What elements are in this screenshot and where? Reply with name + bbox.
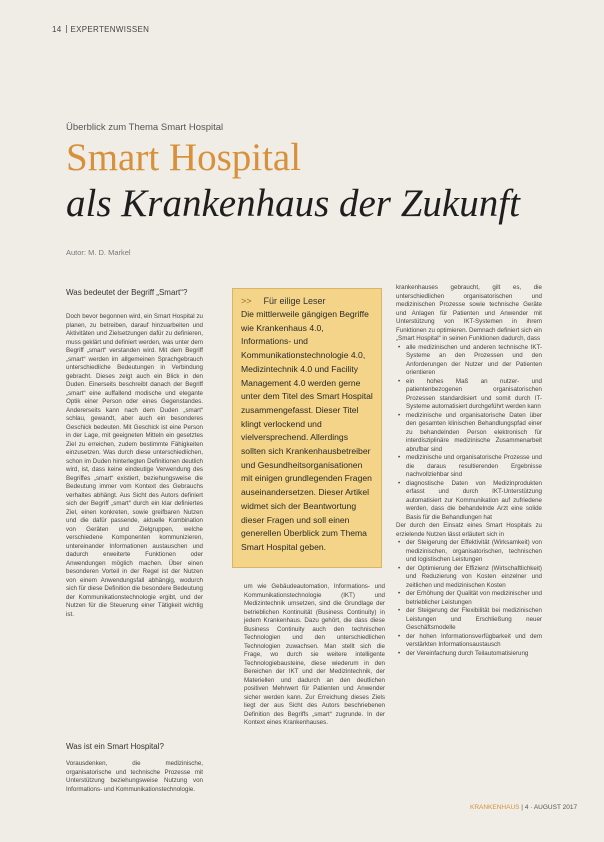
quick-reader-label: Für eilige Leser bbox=[263, 296, 326, 306]
list-item: • der Optimierung der Effizienz (Wirtschaftlichkeit) und Reduzierung von Kosten einzelner und zeitlichen und medizinischen Kosten bbox=[402, 565, 542, 591]
quick-reader-box bbox=[232, 288, 382, 568]
footer-separator: | bbox=[521, 804, 523, 811]
section-heading-smart: Was bedeutet der Begriff „Smart“? bbox=[66, 288, 188, 297]
page-footer bbox=[470, 804, 577, 811]
bullet-list-benefits bbox=[396, 539, 542, 658]
list-item: • diagnostische Daten von Medizinprodukten erfasst und durch IKT-Unterstützung automatisiert zur Kommunikation auf zufriedene werden, dass die behandelnde Arzt eine solide Basis für die Behandlungen hat bbox=[402, 480, 542, 523]
page-number: 14 bbox=[52, 25, 62, 34]
list-item: • medizinische und organisatorische Prozesse und die daraus resultierenden Ergebnisse nachvollziehbar sind bbox=[402, 454, 542, 480]
list-item: • der Steigerung der Flexibilität bei medizinischen Leistungen und Erschließung neuer Geschäftsmodelle bbox=[402, 607, 542, 633]
list-item: • ein hohes Maß an nutzer- und patientenbezogenen organisatorischen Prozessen standardisiert und somit durch IT-Systeme automatisiert durchgeführt werden kann bbox=[402, 378, 542, 412]
quick-reader-text: Die mittlerweile gängigen Begriffe wie Krankenhaus 4.0, Informations- und Kommunikationstechnologie 4.0, Medizintechnik 4.0 und Facility Management 4.0 werden gerne unter dem Titel des Smart Hospital zusammengefasst. Dieser Titel klingt verlockend und vielversprechend. Allerdings sollten sich Krankenhausbetreiber und Gesundheitsorganisationen mit einigen grundlegenden Fragen auseinandersetzen. Dieser Artikel widmet sich der Beantwortung dieser Fragen und soll einen generellen Überblick zum Thema Smart Hospital geben. bbox=[241, 309, 373, 552]
double-arrow-icon: >> bbox=[241, 296, 252, 306]
list-item: • der Vereinfachung durch Teilautomatisierung bbox=[402, 650, 542, 659]
list-item: • alle medizinischen und anderen technische IKT-Systeme an den Prozessen und den Anforderungen der Nutzer und der Patienten orientieren bbox=[402, 344, 542, 378]
article-title-line1: Smart Hospital bbox=[66, 136, 302, 179]
footer-brand: KRANKENHAUS bbox=[470, 804, 520, 811]
body-paragraph: Vorausdenken, die medizinische, organisatorische und technische Prozesse mit Unterstützung beziehungsweise Nutzung von Informations- und Kommunikationstechnologie. bbox=[66, 760, 203, 793]
header-divider bbox=[66, 25, 67, 33]
article-kicker: Überblick zum Thema Smart Hospital bbox=[66, 122, 224, 133]
list-item: • der hohen Informationsverfügbarkeit und dem verstärkten Informationsaustausch bbox=[402, 633, 542, 650]
body-column-2 bbox=[244, 583, 385, 728]
body-paragraph: krankenhauses gebraucht, gilt es, die unterschiedlichen organisatorischen und medizinischen Prozesse sowie technische Geräte und Anlagen für Patienten und Anwender mit Unterstützung von IKT-Systemen in ihrem Funktionen zu optimieren. Demnach definiert sich ein „Smart Hospital“ in seinen Funktionen dadurch, dass bbox=[396, 284, 542, 342]
section-heading-smart-hospital: Was ist ein Smart Hospital? bbox=[66, 742, 164, 751]
section-label: EXPERTENWISSEN bbox=[70, 25, 150, 34]
footer-issue: 4 · AUGUST 2017 bbox=[524, 804, 578, 811]
article-title-line2: als Krankenhaus der Zukunft bbox=[66, 182, 520, 225]
list-item: • der Steigerung der Effektivität (Wirksamkeit) von medizinischen, organisatorischen, technischen und logistischen Leistungen bbox=[402, 539, 542, 565]
bullet-list-functions bbox=[396, 344, 542, 523]
body-paragraph: um wie Gebäudeautomation, Informations- und Kommunikationstechnologie (IKT) und Medizintechnik umsetzen, sind die Grundlage der betrieblichen Kontinuität (Business Continuity) in jedem Krankenhaus. Dazu gehört, die dass diese Business Continuity auch den technischen Technologien und den unterschiedlichen Technologien zuwachsen. Man stellt sich die Frage, wo durch sie weitere intelligente Technologiebausteine, diese wiederum in den Bereichen der IKT und der Medizintechnik, der Materiellen und dadurch an den deutlichen positiven Mehrwert für Patienten und Anwender sicher werden kann. Zur Erreichung dieses Ziels liegt der aus Sicht des Autors beschriebenen Definition des Begriffs „smart“ zugrunde. In der Kontext eines Krankenhauses. bbox=[244, 583, 385, 726]
body-column-3 bbox=[396, 284, 542, 658]
list-item: • medizinische und organisatorische Daten über den gesamten klinischen Behandlungspfad einer zu behandelnden Person elektronisch für interdisziplinäre medizinische Zusammenarbeit abrufbar sind bbox=[402, 412, 542, 455]
article-byline: Autor: M. D. Markel bbox=[66, 248, 131, 257]
page-header bbox=[52, 25, 149, 34]
quick-reader-heading bbox=[241, 296, 373, 306]
body-column-1 bbox=[66, 313, 203, 619]
list-item: • der Erhöhung der Qualität von medizinischer und betrieblicher Leistungen bbox=[402, 590, 542, 607]
body-paragraph: Der durch den Einsatz eines Smart Hospitals zu erzielende Nutzen lässt erläutert sich in bbox=[396, 522, 542, 538]
body-paragraph: Doch bevor begonnen wird, ein Smart Hospital zu planen, zu betreiben, darauf hinzuarbeiten und Aktivitäten und Zielsetzungen dafür zu definieren, muss geklärt und definiert werden, was unter dem Begriff „smart“ verstanden wird. Mit dem Begriff „smart“ werden im allgemeinen Sprachgebrauch unterschiedliche Bedeutungen in Verbindung gebracht. Dieses zeigt auch ein Blick in den Duden. Einerseits beschreibt danach der Begriff „smart“ eine auffallend modische und elegante Optik einer Person oder eines Gegenstandes. Andererseits kann nach dem Duden „smart“ schlau, gewandt, aber auch ein besonderes Geschick bedeuten. Mit Geschick ist eine Person in der Lage, mit geeigneten Mitteln ein gesetztes Ziel zu erreichen, zudem bestimmte Fähigkeiten einzusetzen. Was durch diese unterschiedlichen, schon im Duden hinterlegten Definitionen deutlich wird, ist, dass keine eindeutige Verwendung des Begriffes „smart“ existiert, beziehungsweise die Bedeutung immer vom Kontext des Gebrauchs verhaltes abhängt. Aus Sicht des Autors definiert sich der Begriff „smart“ durch ein klar definiertes Ziel, einen konkreten, sowie greifbaren Nutzen und die dafür passende, aktuelle Kombination von Geräten und Zielgruppen, welche verschiedene Komponenten kommunizieren, untereinander Informationen austauschen und dadurch erweiterte Funktionen oder Anwendungen möglich machen. Über einen besonderen Vorteil in der Regel ist der Nutzen von einem Anwendungsfall abhängig, wodurch sich für diese Definition die besondere Bedeutung der Kommunikationstechnologie ergibt, und der Nutzen für die Steuerung einer Tätigkeit wichtig ist. bbox=[66, 313, 203, 618]
body-column-1-bottom bbox=[66, 760, 203, 794]
